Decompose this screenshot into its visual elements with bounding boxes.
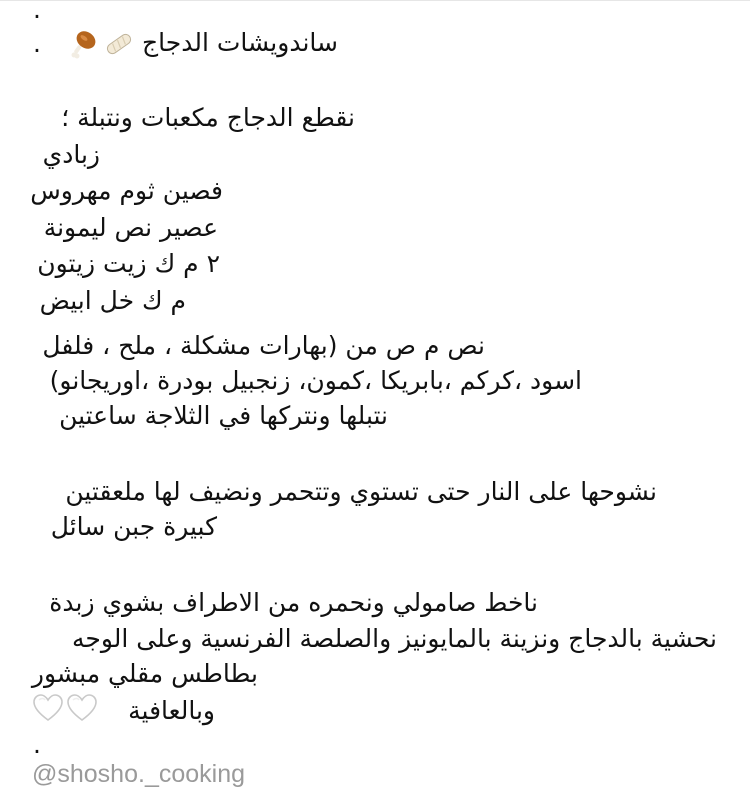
body-line-1: نقطع الدجاج مكعبات ونتبلة ؛: [61, 103, 355, 132]
body-line-6: م ك خل ابيض: [39, 286, 186, 315]
recipe-title: ساندويشات الدجاج: [142, 28, 338, 57]
body-line-9: نتبلها ونتركها في الثلاجة ساعتين: [59, 401, 388, 430]
body-line-12: ناخط صامولي ونحمره من الاطراف بشوي زبدة: [49, 588, 538, 617]
body-line-3: فصين ثوم مهروس: [30, 176, 223, 205]
body-line-10: نشوحها على النار حتى تستوي وتتحمر ونضيف لها ملعقتين: [65, 477, 657, 506]
white-heart-icon: [33, 694, 63, 722]
closing-line: [128, 693, 215, 729]
body-line-5: ٢ م ك زيت زيتون: [37, 249, 220, 278]
title-dot: .: [33, 29, 41, 58]
body-line-7: نص م ص من (بهارات مشكلة ، ملح ، فلفل: [42, 331, 485, 360]
body-line-14: بطاطس مقلي مبشور: [31, 659, 258, 688]
bottom-dot: .: [33, 730, 41, 759]
closing-emoji: [33, 694, 97, 722]
chicken-leg-icon: [70, 29, 98, 59]
title-line: [70, 25, 338, 61]
body-line-4: عصير نص ليمونة: [43, 213, 218, 242]
closing-text: وبالعافية: [128, 696, 215, 725]
body-line-13: نحشية بالدجاج ونزينة بالمايونيز والصلصة الفرنسية وعلى الوجه: [72, 624, 717, 653]
white-heart-icon: [67, 694, 97, 722]
top-border: [0, 0, 750, 1]
body-line-8: اسود ،كركم ،بابريكا ،كمون، زنجبيل بودرة ،اوريجانو): [49, 366, 582, 395]
top-dot: .: [33, 0, 41, 24]
title-emoji: [70, 29, 134, 59]
body-line-11: كبيرة جبن سائل: [50, 512, 217, 541]
author-handle[interactable]: @shosho._cooking: [32, 760, 246, 788]
body-line-2: زبادي: [42, 140, 100, 169]
bread-icon: [104, 30, 134, 58]
